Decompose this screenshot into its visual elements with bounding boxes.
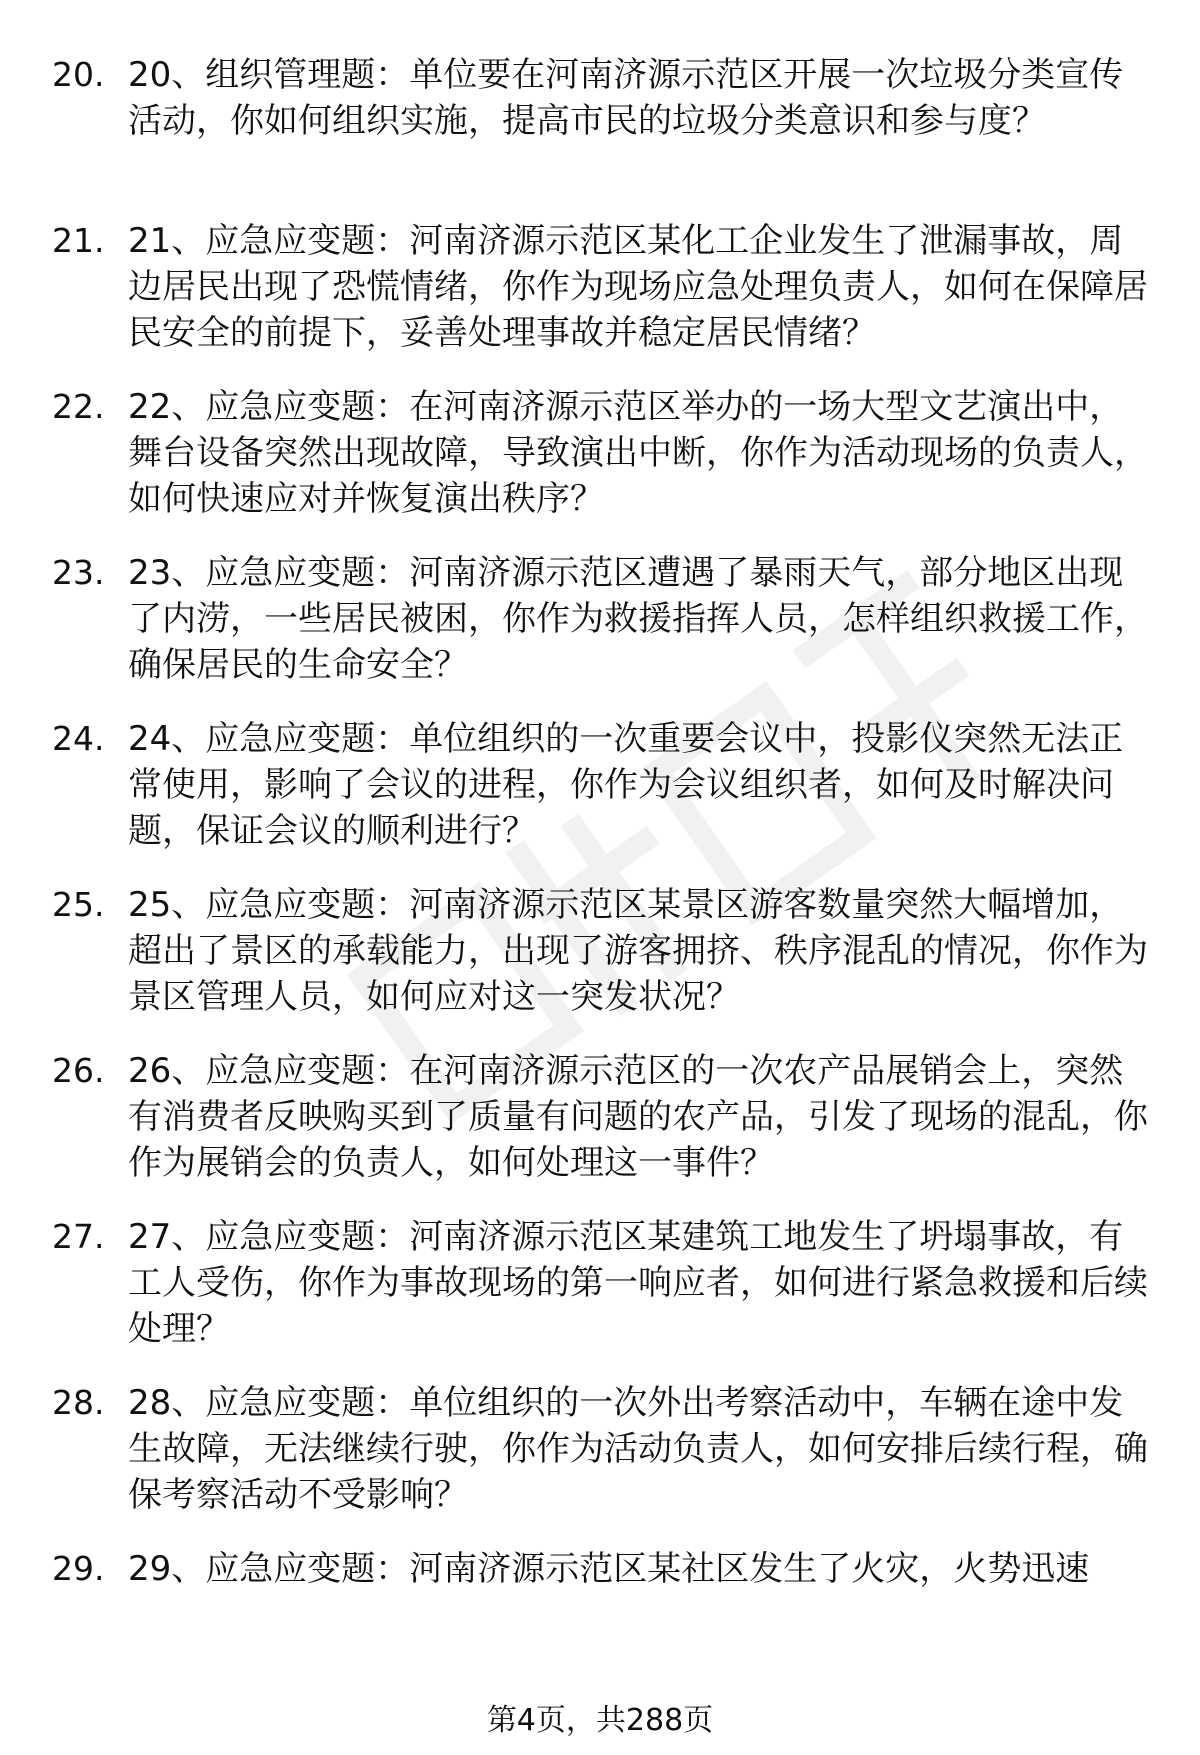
question-text: 29、应急应变题：河南济源示范区某社区发生了火灾，火势迅速	[128, 1549, 1090, 1589]
question-item	[0, 882, 1200, 1048]
question-number: 27.	[52, 1217, 105, 1256]
question-number: 20.	[52, 55, 105, 94]
question-item	[0, 716, 1200, 882]
question-text: 20、组织管理题：单位要在河南济源示范区开展一次垃圾分类宣传活动，你如何组织实施，提高市民的垃圾分类意识和参与度？	[128, 55, 1124, 141]
question-item	[0, 384, 1200, 550]
question-item	[0, 218, 1200, 384]
question-text: 24、应急应变题：单位组织的一次重要会议中，投影仪突然无法正常使用，影响了会议的进程，你作为会议组织者，如何及时解决问题，保证会议的顺利进行？	[128, 719, 1124, 851]
question-text: 22、应急应变题：在河南济源示范区举办的一场大型文艺演出中，舞台设备突然出现故障，导致演出中断，你作为活动现场的负责人，如何快速应对并恢复演出秩序？	[128, 387, 1148, 519]
question-number: 26.	[52, 1051, 105, 1090]
question-text: 28、应急应变题：单位组织的一次外出考察活动中，车辆在途中发生故障，无法继续行驶，你作为活动负责人，如何安排后续行程，确保考察活动不受影响？	[128, 1383, 1148, 1515]
question-number: 28.	[52, 1383, 105, 1422]
question-number: 23.	[52, 553, 105, 592]
question-item	[0, 1380, 1200, 1546]
page-footer: 第4页，共288页	[486, 1703, 714, 1738]
question-item	[0, 1214, 1200, 1380]
question-number: 22.	[52, 387, 105, 426]
question-number: 24.	[52, 719, 105, 758]
question-item	[0, 52, 1200, 218]
question-text: 23、应急应变题：河南济源示范区遭遇了暴雨天气，部分地区出现了内涝，一些居民被困，你作为救援指挥人员，怎样组织救援工作，确保居民的生命安全？	[128, 553, 1148, 685]
question-item	[0, 1546, 1200, 1606]
question-number: 21.	[52, 221, 105, 260]
question-text: 21、应急应变题：河南济源示范区某化工企业发生了泄漏事故，周边居民出现了恐慌情绪，你作为现场应急处理负责人，如何在保障居民安全的前提下，妥善处理事故并稳定居民情绪？	[128, 221, 1148, 353]
question-text: 25、应急应变题：河南济源示范区某景区游客数量突然大幅增加，超出了景区的承载能力，出现了游客拥挤、秩序混乱的情况，你作为景区管理人员，如何应对这一突发状况？	[128, 885, 1148, 1017]
question-item	[0, 1048, 1200, 1214]
question-text: 26、应急应变题：在河南济源示范区的一次农产品展销会上，突然有消费者反映购买到了质量有问题的农产品，引发了现场的混乱，你作为展销会的负责人，如何处理这一事件？	[128, 1051, 1148, 1183]
question-number: 25.	[52, 885, 105, 924]
question-number: 29.	[52, 1549, 105, 1588]
question-list	[0, 52, 1200, 1606]
question-text: 27、应急应变题：河南济源示范区某建筑工地发生了坍塌事故，有工人受伤，你作为事故现场的第一响应者，如何进行紧急救援和后续处理？	[128, 1217, 1148, 1349]
question-item	[0, 550, 1200, 716]
